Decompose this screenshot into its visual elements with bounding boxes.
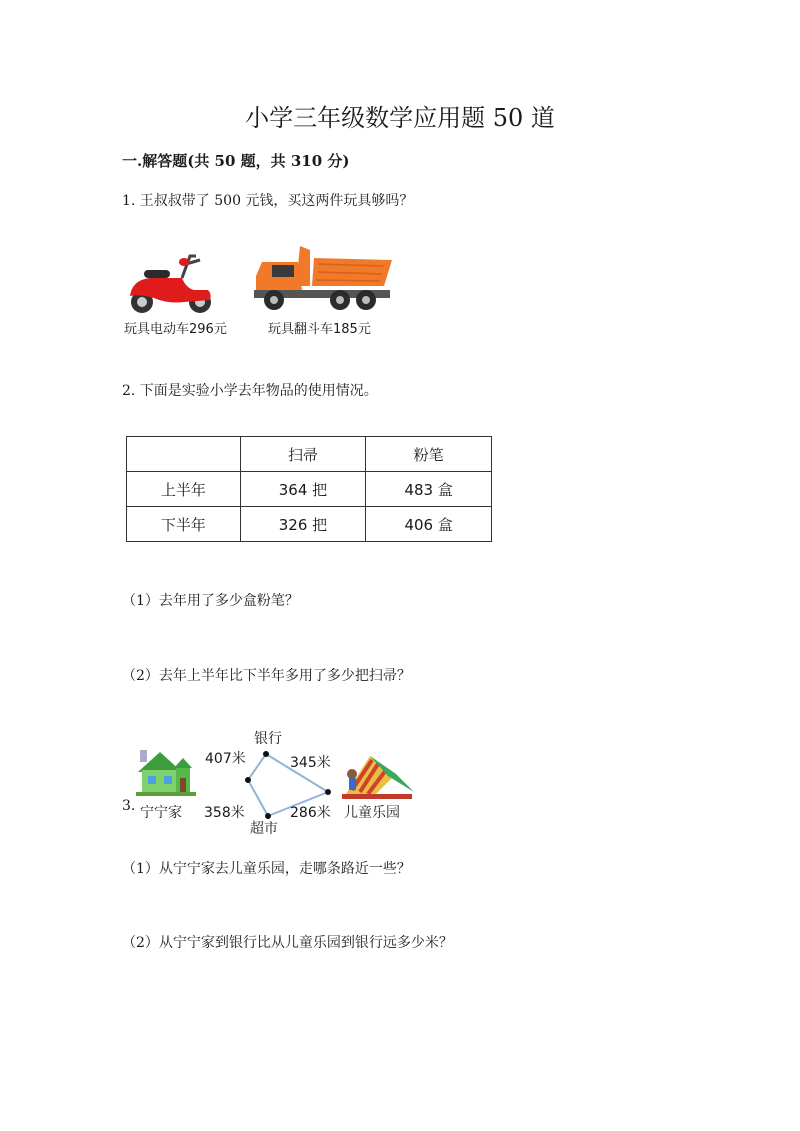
question-2-text: 2. 下面是实验小学去年物品的使用情况。 [122,383,378,399]
scooter-icon [124,250,216,316]
route-home-super [248,780,268,816]
table-header-cell: 粉笔 [366,437,492,472]
question-3-number: 3. [122,798,136,814]
table-row [127,472,492,507]
distance-home-bank: 407米 [205,751,246,767]
table-cell: 326 把 [240,507,366,542]
question-1-text: 1. 王叔叔带了 500 元钱，买这两件玩具够吗？ [122,193,414,209]
question-3-sub-1: （1）从宁宁家去儿童乐园，走哪条路近一些？ [122,861,411,877]
usage-table [126,436,492,542]
map-label-park: 儿童乐园 [344,805,400,821]
table-cell: 364 把 [240,472,366,507]
dump-truck-icon [252,246,394,314]
scooter-label: 玩具电动车296元 [124,322,227,337]
table-row [127,507,492,542]
route-home-bank [248,754,266,780]
table-header-row [127,437,492,472]
map-label-home: 宁宁家 [140,805,182,821]
section-heading: 一.解答题(共 50 题，共 310 分) [122,152,350,170]
table-cell: 下半年 [127,507,241,542]
map-label-bank: 银行 [254,731,282,747]
question-2-sub-1: （1）去年用了多少盒粉笔？ [122,593,299,609]
table-header-cell [127,437,241,472]
table-cell: 406 盒 [366,507,492,542]
table-cell: 上半年 [127,472,241,507]
playground-icon [342,756,414,799]
truck-label: 玩具翻斗车185元 [268,322,371,337]
table-cell: 483 盒 [366,472,492,507]
distance-home-supermarket: 358米 [204,805,245,821]
distance-bank-park: 345米 [290,755,331,771]
house-icon [136,750,196,796]
question-3-sub-2: （2）从宁宁家到银行比从儿童乐园到银行远多少米？ [122,935,453,951]
page-title: 小学三年级数学应用题 50 道 [245,104,555,132]
distance-supermarket-park: 286米 [290,805,331,821]
table-header-cell: 扫帚 [240,437,366,472]
question-2-sub-2: （2）去年上半年比下半年多用了多少把扫帚？ [122,668,411,684]
map-label-supermarket: 超市 [250,821,278,837]
